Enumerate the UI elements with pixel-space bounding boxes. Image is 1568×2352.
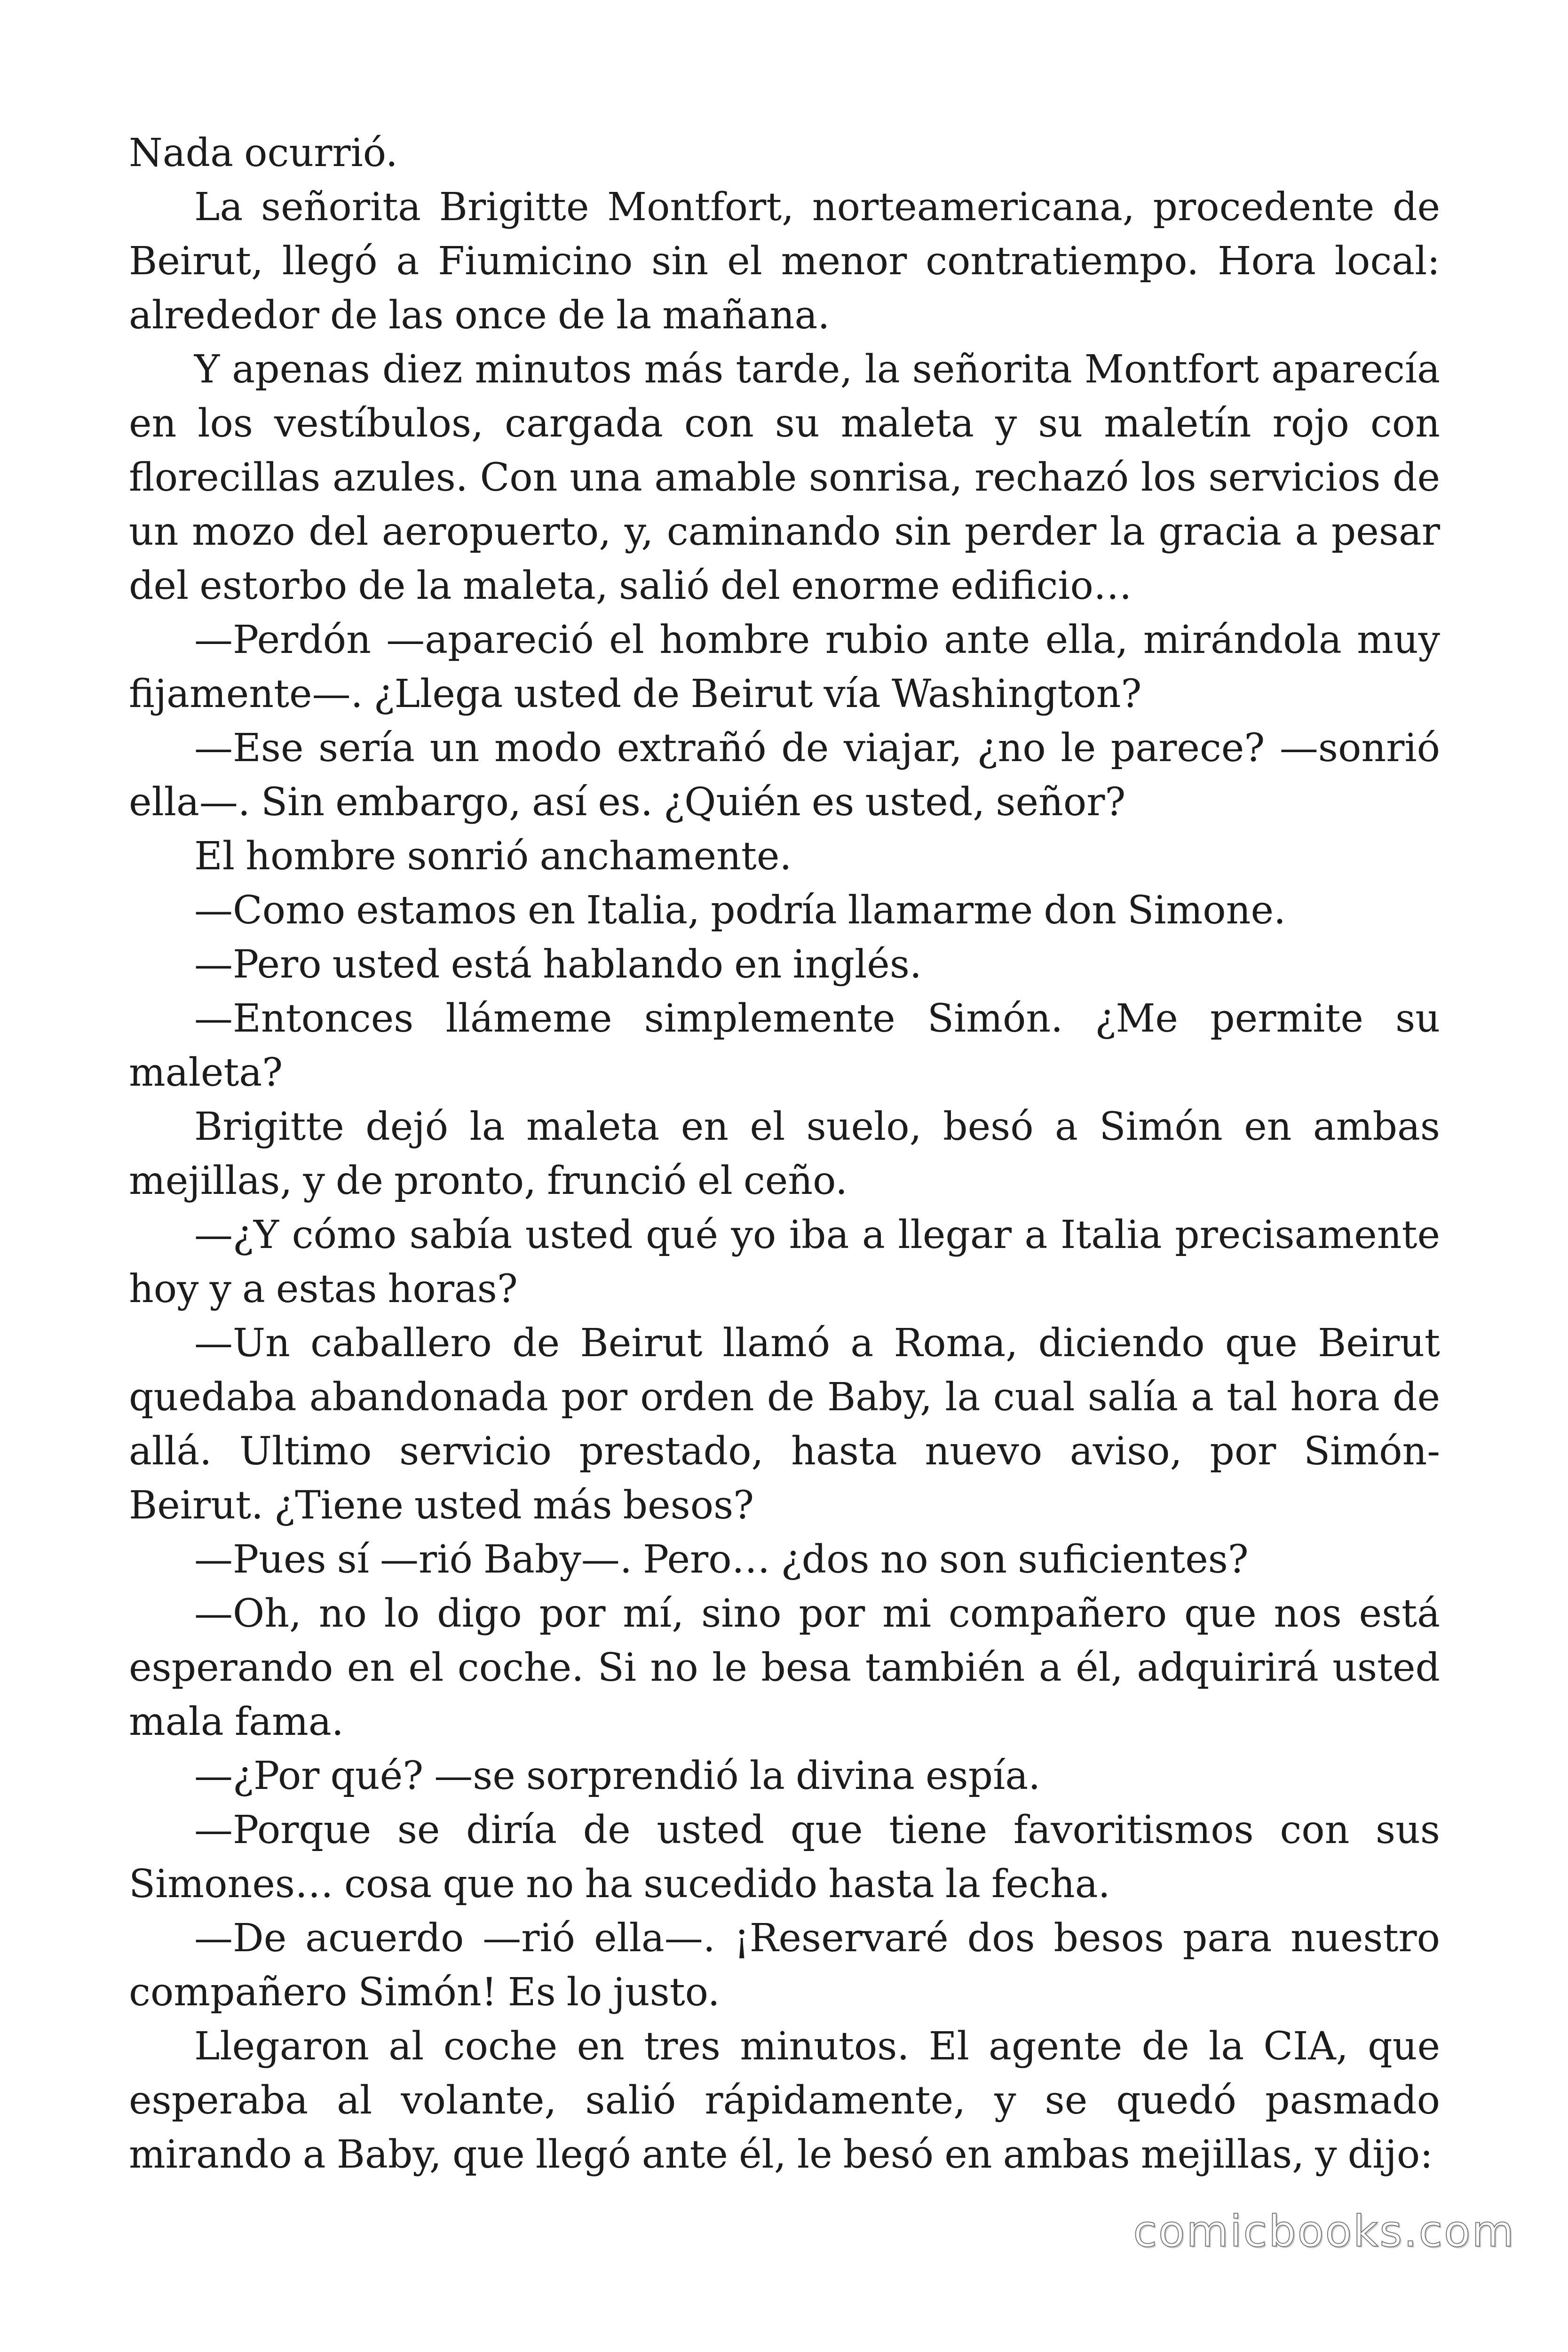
dialogue-paragraph: —¿Y cómo sabía usted qué yo iba a llegar a Italia precisamente hoy y a estas horas? [129,1213,1440,1311]
paragraph: Brigitte dejó la maleta en el suelo, besó a Simón en ambas mejillas, y de pronto, frunció el ceño. [129,1104,1440,1203]
dialogue-paragraph: —Pues sí —rió Baby—. Pero… ¿dos no son suficientes? [194,1537,1249,1582]
dialogue-paragraph: —¿Por qué? —se sorprendió la divina espía. [194,1754,1041,1798]
paragraph: Y apenas diez minutos más tarde, la señorita Montfort aparecía en los vestíbulos, cargada con su maleta y su maletín rojo con florecillas azules. Con una amable sonrisa, rechazó los servicios de un mozo del aeropuerto, y, caminando sin perder la gracia a pesar del estorbo de la maleta, salió del enorme edificio… [129,347,1440,608]
dialogue-paragraph: —Un caballero de Beirut llamó a Roma, diciendo que Beirut quedaba abandonada por orden de Baby, la cual salía a tal hora de allá. Ultimo servicio prestado, hasta nuevo aviso, por Simón-Beirut. ¿Tiene usted más besos? [129,1321,1440,1528]
watermark: comicbooks.com [1133,2206,1515,2257]
dialogue-paragraph: —Perdón —apareció el hombre rubio ante ella, mirándola muy fijamente—. ¿Llega usted de Beirut vía Washington? [129,618,1440,716]
dialogue-paragraph: —Porque se diría de usted que tiene favoritismos con sus Simones… cosa que no ha sucedido hasta la fecha. [129,1808,1440,1907]
dialogue-paragraph: —Oh, no lo digo por mí, sino por mi compañero que nos está esperando en el coche. Si no le besa también a él, adquirirá usted mala fama. [129,1591,1440,1744]
paragraph: El hombre sonrió anchamente. [194,834,792,879]
dialogue-paragraph: —Pero usted está hablando en inglés. [194,942,922,987]
paragraph: Nada ocurrió. [129,131,398,175]
dialogue-paragraph: —Como estamos en Italia, podría llamarme don Simone. [194,888,1286,933]
dialogue-paragraph: —Entonces llámeme simplemente Simón. ¿Me permite su maleta? [129,996,1440,1095]
paragraph: La señorita Brigitte Montfort, norteamericana, procedente de Beirut, llegó a Fiumicino sin el menor contratiempo. Hora local: alrededor de las once de la mañana. [129,185,1440,338]
paragraph: Llegaron al coche en tres minutos. El agente de la CIA, que esperaba al volante, salió rápidamente, y se quedó pasmado mirando a Baby, que llegó ante él, le besó en ambas mejillas, y dijo: [129,2024,1440,2177]
body-text [129,126,1440,2182]
dialogue-paragraph: —Ese sería un modo extrañó de viajar, ¿no le parece? —sonrió ella—. Sin embargo, así es. ¿Quién es usted, señor? [129,726,1440,825]
dialogue-paragraph: —De acuerdo —rió ella—. ¡Reservaré dos besos para nuestro compañero Simón! Es lo justo. [129,1916,1440,2015]
